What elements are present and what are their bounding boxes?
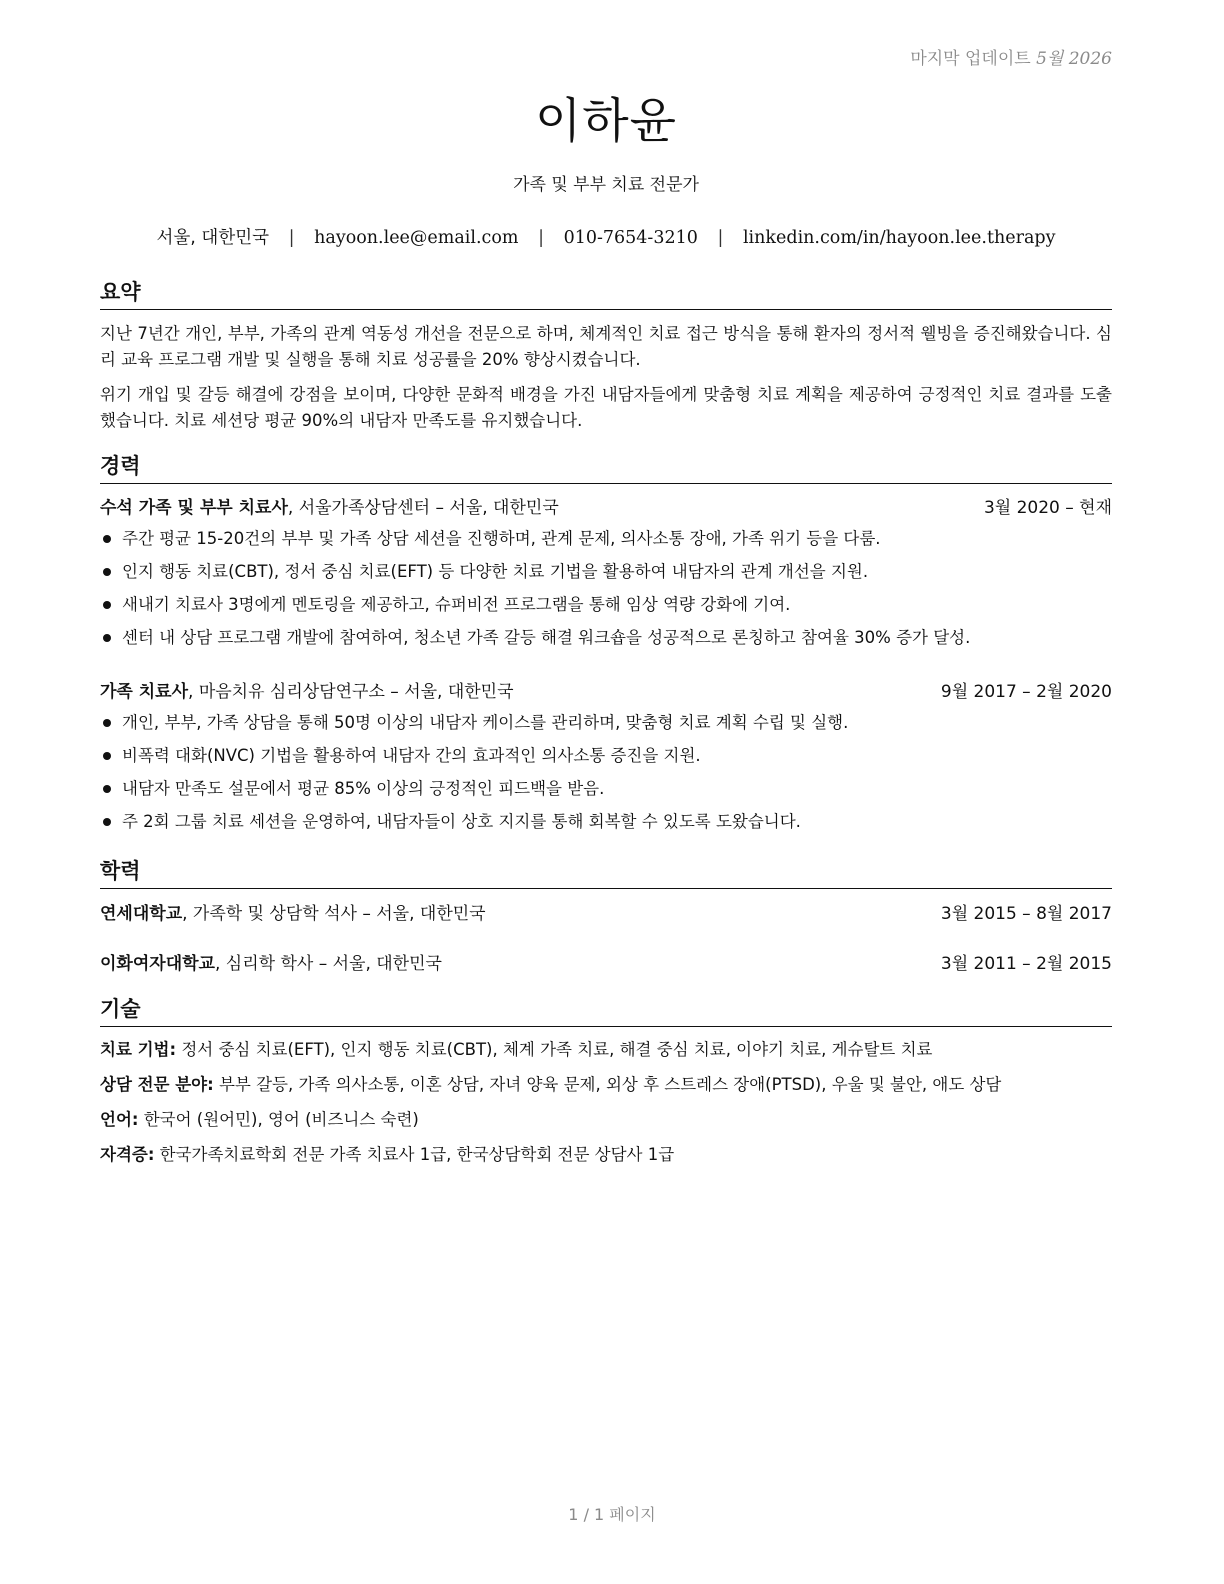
bullet-text: 주 2회 그룹 치료 세션을 운영하여, 내담자들이 상호 지지를 통해 회복할 수 있도록 도왔습니다. <box>122 812 801 831</box>
skill-label: 언어: <box>100 1110 139 1129</box>
resume-page <box>100 0 1112 1584</box>
skill-value: 부부 갈등, 가족 의사소통, 이혼 상담, 자녀 양육 문제, 외상 후 스트레스 장애(PTSD), 우울 및 불안, 애도 상담 <box>213 1075 1002 1094</box>
education-entry <box>100 951 1112 977</box>
job-dates: 9월 2017 – 2월 2020 <box>940 682 1112 702</box>
skill-row <box>100 1072 1112 1098</box>
list-item <box>100 809 1112 842</box>
job-entry-header <box>100 679 1112 705</box>
job-entry-header <box>100 495 1112 521</box>
list-item <box>100 592 1112 625</box>
bullet-text: 개인, 부부, 가족 상담을 통해 50명 이상의 내담자 케이스를 관리하며, 맞춤형 치료 계획 수립 및 실행. <box>122 713 849 732</box>
bullet-text: 인지 행동 치료(CBT), 정서 중심 치료(EFT) 등 다양한 치료 기법을 활용하여 내담자의 관계 개선을 지원. <box>122 562 869 581</box>
bullet-text: 새내기 치료사 3명에게 멘토링을 제공하고, 슈퍼비전 프로그램을 통해 임상 역량 강화에 기여. <box>122 595 791 614</box>
bullet-icon <box>103 719 111 727</box>
last-updated-month: 5월 <box>1036 49 1064 69</box>
job-bullets <box>100 710 1112 842</box>
education-entry <box>100 901 1112 927</box>
section-heading-education: 학력 <box>100 855 1112 889</box>
school-detail: , 가족학 및 상담학 석사 – 서울, 대한민국 <box>182 904 486 924</box>
summary-paragraph: 위기 개입 및 갈등 해결에 강점을 보이며, 다양한 문화적 배경을 가진 내담자들에게 맞춤형 치료 계획을 제공하여 긍정적인 치료 결과를 도출했습니다. 치료 세션당 평균 90%의 내담자 만족도를 유지했습니다. <box>100 385 1112 430</box>
skill-label: 치료 기법: <box>100 1040 177 1059</box>
job-title: 수석 가족 및 부부 치료사 <box>100 498 288 518</box>
bullet-text: 비폭력 대화(NVC) 기법을 활용하여 내담자 간의 효과적인 의사소통 증진을 지원. <box>122 746 701 765</box>
job-bullets <box>100 526 1112 658</box>
school-dates: 3월 2011 – 2월 2015 <box>940 954 1112 974</box>
skill-value: 한국가족치료학회 전문 가족 치료사 1급, 한국상담학회 전문 상담사 1급 <box>154 1145 675 1164</box>
last-updated-year: 2026 <box>1068 49 1112 69</box>
bullet-icon <box>103 601 111 609</box>
school-name: 이화여자대학교 <box>100 954 215 974</box>
bullet-icon <box>103 634 111 642</box>
list-item <box>100 776 1112 809</box>
skill-label: 자격증: <box>100 1145 155 1164</box>
skill-row <box>100 1037 1112 1063</box>
bullet-text: 주간 평균 15-20건의 부부 및 가족 상담 세션을 진행하며, 관계 문제, 의사소통 장애, 가족 위기 등을 다룸. <box>122 529 881 548</box>
contact-separator: | <box>288 228 295 248</box>
skill-row <box>100 1107 1112 1133</box>
job-org: , 마음치유 심리상담연구소 – 서울, 대한민국 <box>188 682 514 702</box>
bullet-text: 내담자 만족도 설문에서 평균 85% 이상의 긍정적인 피드백을 받음. <box>122 779 605 798</box>
list-item <box>100 743 1112 776</box>
skill-row <box>100 1142 1112 1168</box>
contact-linkedin-link[interactable]: linkedin.com/in/hayoon.lee.therapy <box>742 228 1056 248</box>
bullet-icon <box>103 818 111 826</box>
bullet-icon <box>103 535 111 543</box>
list-item <box>100 710 1112 743</box>
bullet-icon <box>103 568 111 576</box>
person-name: 이하윤 <box>534 93 678 149</box>
section-heading-skills: 기술 <box>100 993 1112 1027</box>
page-number: 1 / 1 페이지 <box>568 1505 656 1524</box>
contact-phone: 010-7654-3210 <box>563 228 698 248</box>
contact-email-link[interactable]: hayoon.lee@email.com <box>314 228 519 248</box>
section-heading-experience: 경력 <box>100 450 1112 484</box>
school-detail: , 심리학 학사 – 서울, 대한민국 <box>214 954 442 974</box>
contact-line <box>100 224 1112 249</box>
last-updated-label: 마지막 업데이트 <box>910 49 1031 69</box>
contact-location: 서울, 대한민국 <box>156 228 270 248</box>
bullet-text: 센터 내 상담 프로그램 개발에 참여하여, 청소년 가족 갈등 해결 워크숍을 성공적으로 론칭하고 참여율 30% 증가 달성. <box>122 628 971 647</box>
skill-value: 정서 중심 치료(EFT), 인지 행동 치료(CBT), 체계 가족 치료, 해결 중심 치료, 이야기 치료, 게슈탈트 치료 <box>176 1040 933 1059</box>
bullet-icon <box>103 785 111 793</box>
list-item <box>100 526 1112 559</box>
skill-label: 상담 전문 분야: <box>100 1075 214 1094</box>
last-updated <box>910 44 1112 69</box>
list-item <box>100 625 1112 658</box>
job-title: 가족 및 부부 치료 전문가 <box>513 175 699 195</box>
summary-paragraph: 지난 7년간 개인, 부부, 가족의 관계 역동성 개선을 전문으로 하며, 체계적인 치료 접근 방식을 통해 환자의 정서적 웰빙을 증진해왔습니다. 심리 교육 프로그램 개발 및 실행을 통해 치료 성공률을 20% 향상시켰습니다. <box>100 324 1112 369</box>
list-item <box>100 559 1112 592</box>
school-dates: 3월 2015 – 8월 2017 <box>940 904 1112 924</box>
section-heading-summary: 요약 <box>100 276 1112 310</box>
job-dates: 3월 2020 – 현재 <box>983 498 1112 518</box>
school-name: 연세대학교 <box>100 904 183 924</box>
skill-value: 한국어 (원어민), 영어 (비즈니스 숙련) <box>138 1110 419 1129</box>
contact-separator: | <box>717 228 724 248</box>
job-title: 가족 치료사 <box>100 682 189 702</box>
job-org: , 서울가족상담센터 – 서울, 대한민국 <box>287 498 559 518</box>
bullet-icon <box>103 752 111 760</box>
contact-separator: | <box>538 228 544 248</box>
